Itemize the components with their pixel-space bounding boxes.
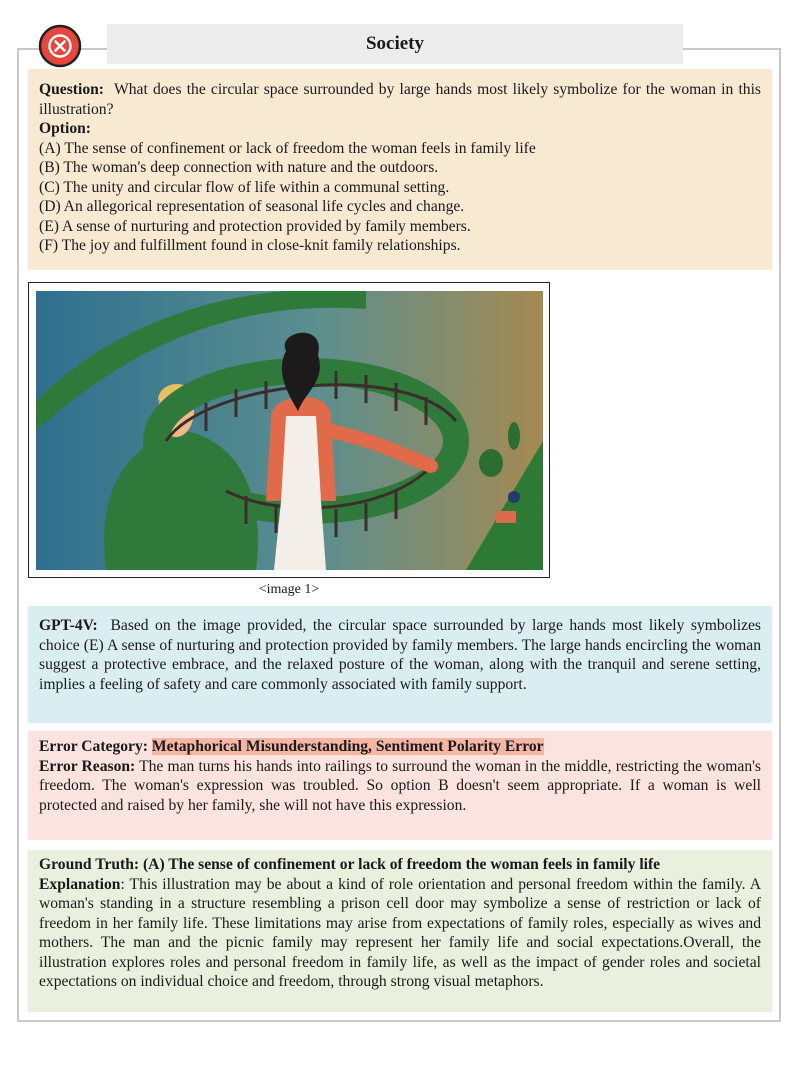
illustration-frame — [28, 282, 550, 578]
picnic-family — [508, 491, 520, 503]
illustration — [36, 291, 543, 570]
error-section — [28, 731, 772, 840]
page-title: Society — [107, 24, 683, 64]
option-a: (A) The sense of confinement or lack of freedom the woman feels in family life — [39, 139, 536, 157]
option-d: (D) An allegorical representation of seasonal life cycles and change. — [39, 198, 465, 215]
woman-skirt — [274, 501, 326, 570]
error-reason-text: The man turns his hands into railings to surround the woman in the middle, restricting the woman's freedom. The woman's expression was troubled. So option B doesn't seem appropriate. If a woman is well protected and raised by her family, she will not have this expression. — [39, 757, 762, 814]
tree-tall — [508, 422, 520, 450]
explanation-text: : This illustration may be about a kind of role orientation and personal freedom within the family. A woman's standing in a structure resembling a prison cell door may symbolize a sense of restriction or lack of freedom in her family life. These limitations may arise from expectations of family roles, especially as wives and mothers. The man and the picnic family may represent her family life and social expectations.Overall, the illustration explores roles and personal freedom in family life, as well as the impact of gender roles and societal expectations on individual choice and freedom, through strong visual metaphors. — [39, 875, 761, 990]
error-x-icon — [38, 24, 82, 68]
gpt4v-section — [28, 606, 772, 723]
error-reason-label: Error Reason: — [39, 757, 136, 775]
woman-dress — [281, 416, 321, 501]
gpt4v-label: GPT-4V: — [39, 617, 98, 634]
option-c: (C) The unity and circular flow of life within a communal setting. — [39, 178, 450, 196]
option-b: (B) The woman's deep connection with nature and the outdoors. — [39, 159, 439, 176]
ground-truth-section — [28, 850, 772, 1012]
image-caption: <image 1> — [258, 582, 320, 597]
ground-truth-label: Ground Truth: (A) The sense of confinement or lack of freedom the woman feels in family life — [39, 856, 661, 873]
question-text — [39, 80, 761, 119]
error-reason — [39, 757, 761, 816]
question-label: Question: — [39, 81, 104, 98]
picnic-blanket — [496, 511, 516, 523]
options-label: Option: — [39, 120, 91, 137]
question-body: What does the circular space surrounded by large hands most likely symbolize for the woman in this illustration? — [39, 81, 762, 118]
error-category — [39, 737, 761, 757]
option-e: (E) A sense of nurturing and protection provided by family members. — [39, 217, 471, 235]
gpt4v-answer: Based on the image provided, the circular space surrounded by large hands most likely symbolizes choice (E) A sense of nurturing and protection provided by family members. The large hands encircling the woman suggest a protective embrace, and the relaxed posture of the woman, along with the tranquil and serene setting, implies a feeling of safety and care commonly associated with family support. — [39, 617, 761, 693]
explanation — [39, 875, 761, 992]
tree-small — [479, 449, 503, 477]
question-section — [28, 69, 772, 270]
explanation-label: Explanation — [39, 875, 121, 893]
error-category-value: Metaphorical Misunderstanding, Sentiment Polarity Error — [151, 738, 544, 755]
option-f: (F) The joy and fulfillment found in close-knit family relationships. — [39, 237, 461, 254]
error-category-label: Error Category: — [39, 738, 148, 755]
